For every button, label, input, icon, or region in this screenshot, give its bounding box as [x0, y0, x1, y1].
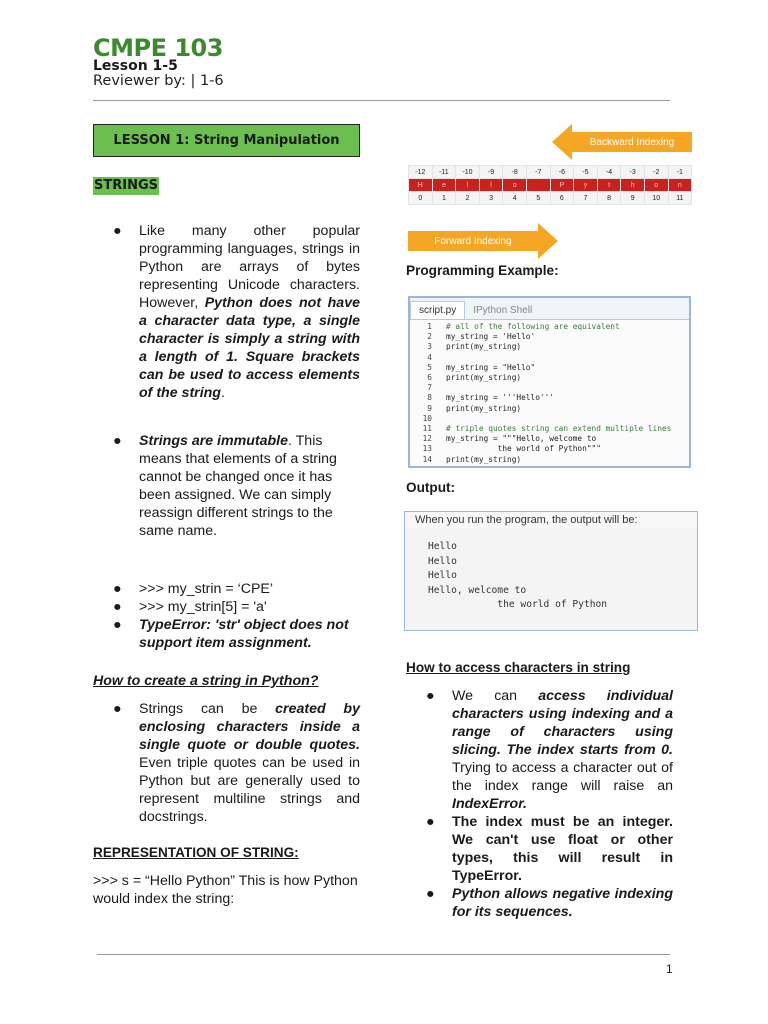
- code-text: print(my_string): [446, 403, 522, 413]
- code-line: [410, 373, 689, 383]
- forward-indexing-label: Forward Indexing: [408, 231, 538, 251]
- negative-index-cell: -3: [621, 166, 645, 179]
- negative-index-cell: -6: [550, 166, 574, 179]
- line-number: 10: [422, 413, 432, 423]
- code-line: [410, 322, 689, 332]
- list-item: ● Like many other popular programming languages, strings in Python are arrays of bytes representing Unicode characters. However, Python does not have a character data type, a single character is simply a string with a length of 1. Square brackets can be used to access elements of the string.: [113, 223, 360, 401]
- output-lines: [405, 528, 697, 613]
- code-line: [410, 414, 689, 424]
- positive-index-cell: 7: [574, 192, 598, 205]
- output-line: Hello: [428, 570, 457, 581]
- access-bullets: [406, 687, 673, 921]
- positive-index-cell: 5: [526, 192, 550, 205]
- character-cell: H: [409, 179, 433, 192]
- character-cell: o: [644, 179, 668, 192]
- negative-index-cell: -10: [456, 166, 480, 179]
- line-number: 9: [427, 403, 432, 413]
- bullet-dot-icon: ●: [113, 617, 122, 633]
- positive-index-cell: 11: [668, 192, 692, 205]
- document-title: CMPE 103: [93, 34, 223, 62]
- negative-index-cell: -4: [597, 166, 621, 179]
- positive-index-cell: 4: [503, 192, 527, 205]
- character-cell: P: [550, 179, 574, 192]
- code-text: my_string = 'Hello': [446, 332, 536, 342]
- code-line: [410, 404, 689, 414]
- list-item: ● Strings are immutable. This means that elements of a string cannot be changed once it has been assigned. We can simply reassign different strings to the same name.: [113, 433, 337, 539]
- bullet-dot-icon: ●: [113, 581, 122, 597]
- line-number: 3: [427, 342, 432, 352]
- character-cell: h: [621, 179, 645, 192]
- code-line: [410, 393, 689, 403]
- code-editor: [408, 296, 691, 468]
- character-cell: e: [432, 179, 456, 192]
- immutable-bullets: [93, 432, 360, 540]
- character-cell: n: [668, 179, 692, 192]
- negative-index-cell: -12: [409, 166, 433, 179]
- code-text: print(my_string): [446, 342, 522, 352]
- character-row: [409, 179, 692, 192]
- character-cell: l: [479, 179, 503, 192]
- code-text: # all of the following are equivalent: [446, 322, 620, 331]
- character-cell: y: [574, 179, 598, 192]
- code-text: my_string = '''Hello''': [446, 393, 554, 403]
- character-cell: l: [456, 179, 480, 192]
- code-line: [410, 444, 689, 454]
- access-characters-heading: How to access characters in string: [406, 660, 631, 675]
- character-cell: [526, 179, 550, 192]
- negative-index-cell: -9: [479, 166, 503, 179]
- output-box: [404, 511, 698, 631]
- bullet-dot-icon: ●: [426, 814, 435, 830]
- character-cell: o: [503, 179, 527, 192]
- output-label: Output:: [406, 480, 456, 495]
- string-index-table: [408, 165, 692, 205]
- code-text: print(my_string): [446, 454, 522, 464]
- bullet-dot-icon: ●: [426, 688, 435, 704]
- code-text: my_string = """Hello, welcome to: [446, 434, 597, 444]
- forward-indexing-arrow: [408, 223, 558, 259]
- left-column: [93, 176, 360, 908]
- line-number: 7: [427, 383, 432, 393]
- positive-index-cell: 10: [644, 192, 668, 205]
- reviewer-line: Reviewer by: | 1-6: [93, 73, 224, 89]
- line-number: 4: [427, 352, 432, 362]
- line-number: 1: [427, 322, 432, 331]
- footer-divider: [97, 954, 670, 955]
- bullet-dot-icon: ●: [426, 886, 435, 902]
- programming-example-label: Programming Example:: [406, 263, 559, 278]
- code-text: the world of Python""": [446, 444, 601, 454]
- list-item: ● Strings can be created by enclosing characters inside a single quote or double quotes. Even triple quotes can be used in Python but are generally used to represent multiline strings and docstrings.: [113, 701, 360, 825]
- page-number: 1: [666, 962, 673, 976]
- backward-indexing-label: Backward Indexing: [572, 132, 692, 152]
- negative-index-cell: -5: [574, 166, 598, 179]
- negative-index-cell: -1: [668, 166, 692, 179]
- positive-index-cell: 2: [456, 192, 480, 205]
- positive-index-cell: 8: [597, 192, 621, 205]
- positive-index-cell: 3: [479, 192, 503, 205]
- list-item: ● TypeError: 'str' object does not support item assignment.: [113, 617, 349, 651]
- right-arrow-icon: [538, 223, 558, 259]
- positive-index-row: [409, 192, 692, 205]
- negative-index-cell: -7: [526, 166, 550, 179]
- list-item: ● We can access individual characters using indexing and a range of characters using slicing. The index starts from 0. Trying to access a character out of the index range will raise an IndexError.: [426, 688, 673, 812]
- list-item: ● The index must be an integer. We can't use float or other types, this will result in TypeError.: [426, 814, 673, 884]
- code-line: [410, 424, 689, 434]
- output-line: Hello, welcome to: [428, 584, 527, 596]
- header-divider: [93, 100, 670, 101]
- positive-index-cell: 6: [550, 192, 574, 205]
- strings-heading: STRINGS: [94, 178, 158, 193]
- bullet-dot-icon: ●: [113, 599, 122, 615]
- code-line: [410, 332, 689, 342]
- code-text: # triple quotes string can extend multiple lines: [446, 424, 672, 434]
- character-cell: t: [597, 179, 621, 192]
- tab-script[interactable]: script.py: [410, 301, 465, 319]
- representation-text: >>> s = “Hello Python” This is how Python would index the string:: [93, 873, 358, 907]
- strings-bullets: [93, 222, 360, 402]
- negative-index-row: [409, 166, 692, 179]
- lesson-subtitle: Lesson 1-5: [93, 58, 178, 74]
- line-number: 13: [422, 444, 432, 454]
- line-number: 5: [427, 362, 432, 372]
- create-bullets: [93, 700, 360, 826]
- representation-heading: REPRESENTATION OF STRING:: [93, 845, 299, 860]
- code-line: [410, 455, 689, 465]
- code-text: print(my_string): [446, 373, 522, 383]
- editor-tabs: [410, 298, 689, 320]
- positive-index-cell: 1: [432, 192, 456, 205]
- list-item: ● >>> my_strin = ‘CPE’: [113, 581, 274, 597]
- lesson-heading-box: LESSON 1: String Manipulation: [93, 124, 360, 157]
- code-example-bullets: [93, 580, 360, 652]
- code-line: [410, 434, 689, 444]
- line-number: 2: [427, 332, 432, 342]
- code-lines: [410, 320, 689, 465]
- bullet-dot-icon: ●: [113, 701, 122, 717]
- output-line: Hello: [428, 555, 457, 567]
- code-line: [410, 342, 689, 352]
- code-text: my_string = "Hello": [446, 362, 536, 372]
- line-number: 14: [422, 454, 432, 464]
- output-intro: When you run the program, the output will be:: [405, 512, 697, 528]
- line-number: 12: [422, 434, 432, 444]
- code-line: [410, 353, 689, 363]
- code-line: [410, 383, 689, 393]
- bullet-dot-icon: ●: [113, 433, 122, 449]
- negative-index-cell: -8: [503, 166, 527, 179]
- bullet-dot-icon: ●: [113, 223, 122, 239]
- line-number: 6: [427, 373, 432, 383]
- tab-ipython-shell[interactable]: IPython Shell: [473, 305, 533, 316]
- positive-index-cell: 0: [409, 192, 433, 205]
- negative-index-cell: -2: [644, 166, 668, 179]
- code-line: [410, 363, 689, 373]
- line-number: 8: [427, 393, 432, 403]
- positive-index-cell: 9: [621, 192, 645, 205]
- output-line: the world of Python: [428, 599, 608, 610]
- negative-index-cell: -11: [432, 166, 456, 179]
- right-column-list: [406, 687, 673, 921]
- backward-indexing-arrow: [552, 124, 692, 160]
- list-item: ● Python allows negative indexing for its sequences.: [426, 886, 673, 920]
- line-number: 11: [422, 424, 432, 434]
- left-arrow-icon: [552, 124, 572, 160]
- list-item: ● >>> my_strin[5] = 'a': [113, 599, 267, 615]
- output-line: Hello: [428, 541, 457, 552]
- how-create-heading: How to create a string in Python?: [93, 673, 319, 689]
